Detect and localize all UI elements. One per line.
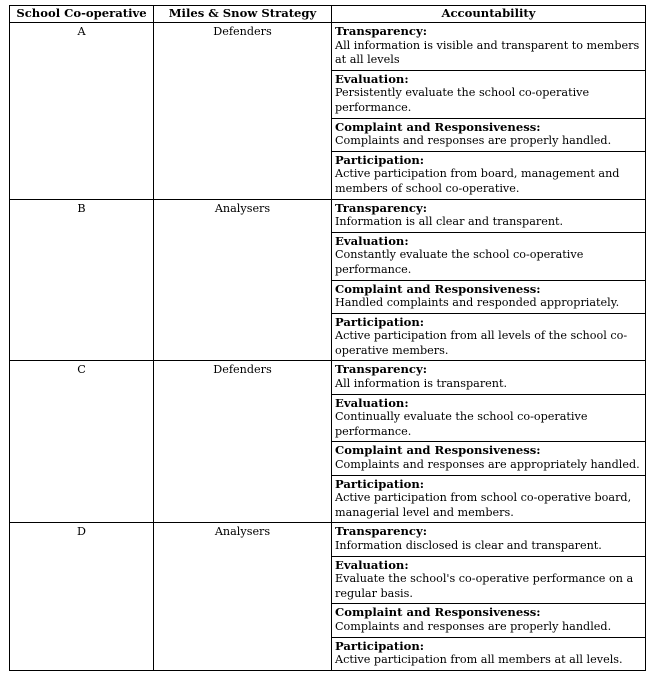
- accountability-cell: [332, 361, 646, 394]
- accountability-heading: Evaluation:: [335, 233, 409, 248]
- school-cooperative-cell: D: [10, 523, 154, 670]
- school-cooperative-cell: A: [10, 23, 154, 200]
- accountability-text: Handled complaints and responded appropriately.: [335, 296, 620, 310]
- accountability-heading: Complaint and Responsiveness:: [335, 605, 541, 620]
- accountability-text: Active participation from board, management and members of school co-operative.: [335, 167, 620, 195]
- accountability-cell: [332, 70, 646, 118]
- header-school-cooperative: School Co-operative: [10, 6, 154, 23]
- school-cooperative-cell: B: [10, 199, 154, 361]
- accountability-cell: [332, 637, 646, 670]
- accountability-cell: [332, 313, 646, 361]
- accountability-cell: [332, 118, 646, 151]
- accountability-heading: Participation:: [335, 152, 425, 167]
- accountability-cell: [332, 475, 646, 523]
- accountability-text: Complaints and responses are properly handled.: [335, 134, 612, 148]
- accountability-heading: Complaint and Responsiveness:: [335, 119, 541, 134]
- accountability-text: Active participation from all levels of the school co-operative members.: [335, 329, 628, 357]
- accountability-heading: Transparency:: [335, 524, 427, 539]
- table-row: [10, 23, 646, 71]
- accountability-cell: [332, 23, 646, 71]
- accountability-text: All information is visible and transparent to members at all levels: [335, 38, 640, 67]
- accountability-text: Active participation from school co-operative board, managerial level and members.: [335, 491, 632, 519]
- header-accountability: Accountability: [332, 6, 646, 23]
- accountability-text: Complaints and responses are appropriately handled.: [335, 458, 640, 472]
- accountability-cell: [332, 151, 646, 199]
- accountability-heading: Participation:: [335, 638, 425, 653]
- strategy-cell: Analysers: [154, 199, 332, 361]
- table-row: [10, 523, 646, 556]
- document-page: [9, 5, 645, 671]
- accountability-heading: Evaluation:: [335, 71, 409, 86]
- accountability-heading: Evaluation:: [335, 395, 409, 410]
- accountability-heading: Evaluation:: [335, 557, 409, 572]
- accountability-cell: [332, 280, 646, 313]
- accountability-text: Evaluate the school's co-operative performance on a regular basis.: [335, 572, 634, 600]
- accountability-cell: [332, 232, 646, 280]
- accountability-cell: [332, 394, 646, 442]
- accountability-text: All information is transparent.: [335, 377, 508, 391]
- accountability-cell: [332, 604, 646, 637]
- header-row: [10, 6, 646, 23]
- strategy-cell: Defenders: [154, 361, 332, 523]
- header-strategy: Miles & Snow Strategy: [154, 6, 332, 23]
- accountability-cell: [332, 199, 646, 232]
- accountability-text: Information disclosed is clear and transparent.: [335, 539, 602, 552]
- table-row: [10, 361, 646, 394]
- strategy-cell: Analysers: [154, 523, 332, 670]
- accountability-cell: [332, 442, 646, 475]
- accountability-heading: Transparency:: [335, 200, 427, 215]
- accountability-cell: [332, 523, 646, 556]
- accountability-heading: Complaint and Responsiveness:: [335, 281, 541, 296]
- accountability-text: Information is all clear and transparent.: [335, 215, 564, 229]
- accountability-table: [9, 5, 646, 671]
- school-cooperative-cell: C: [10, 361, 154, 523]
- accountability-heading: Transparency:: [335, 24, 427, 38]
- accountability-heading: Complaint and Responsiveness:: [335, 443, 541, 458]
- accountability-text: Persistently evaluate the school co-operative performance.: [335, 86, 590, 114]
- accountability-heading: Participation:: [335, 314, 425, 329]
- accountability-cell: [332, 556, 646, 604]
- accountability-text: Constantly evaluate the school co-operative performance.: [335, 248, 584, 276]
- table-body: [10, 23, 646, 671]
- strategy-cell: Defenders: [154, 23, 332, 200]
- accountability-text: Active participation from all members at all levels.: [335, 653, 623, 667]
- accountability-heading: Participation:: [335, 476, 425, 491]
- accountability-text: Complaints and responses are properly handled.: [335, 619, 612, 633]
- accountability-text: Continually evaluate the school co-operative performance.: [335, 410, 588, 438]
- table-row: [10, 199, 646, 232]
- accountability-heading: Transparency:: [335, 362, 427, 377]
